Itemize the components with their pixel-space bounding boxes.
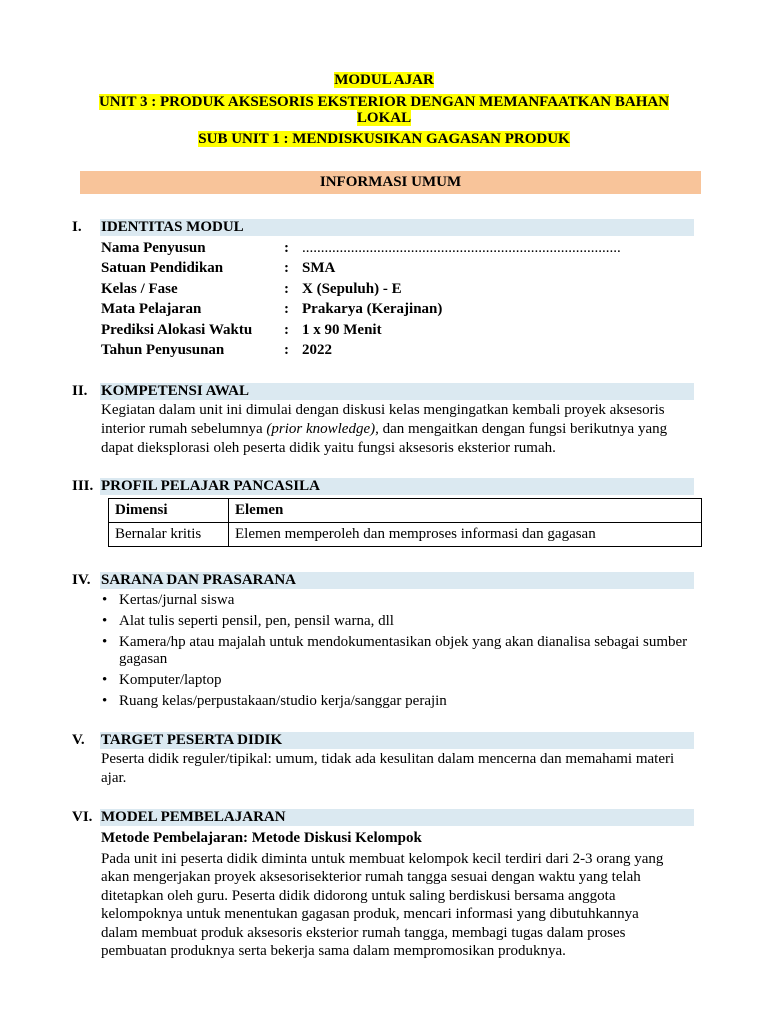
unit-title-line2: LOKAL bbox=[356, 110, 412, 126]
table-header-cell: Elemen bbox=[229, 499, 702, 523]
section-kompetensi-awal: II. KOMPETENSI AWAL bbox=[72, 383, 694, 400]
table-header-row bbox=[109, 499, 702, 523]
list-item: • Kamera/hp atau majalah untuk mendokumentasikan objek yang akan dianalisa sebagai sumber gagasan bbox=[102, 634, 688, 667]
subunit-title: SUB UNIT 1 : MENDISKUSIKAN GAGASAN PRODUK bbox=[198, 131, 570, 147]
metode-heading: Metode Pembelajaran: Metode Diskusi Kelompok bbox=[101, 830, 422, 846]
general-info-banner: INFORMASI UMUM bbox=[80, 171, 701, 194]
table-header-cell: Dimensi bbox=[109, 499, 229, 523]
module-title: MODUL AJAR bbox=[334, 72, 434, 88]
table-cell: Elemen memperoleh dan memproses informasi dan gagasan bbox=[229, 523, 702, 547]
list-item: • Ruang kelas/perpustakaan/studio kerja/sanggar perajin bbox=[102, 693, 447, 709]
target-paragraph: Peserta didik reguler/tipikal: umum, tidak ada kesulitan dalam mencerna dan memahami materi ajar. bbox=[101, 751, 675, 786]
unit-title-line1: UNIT 3 : PRODUK AKSESORIS EKSTERIOR DENGAN MEMANFAATKAN BAHAN bbox=[98, 94, 670, 110]
model-paragraph: Pada unit ini peserta didik diminta untuk membuat kelompok kecil terdiri dari 2-3 orang yang akan mengerjakan proyek aksesorisekterior rumah tangga sesuai dengan waktu yang telah ditetapkan oleh guru. Peserta didik didorong untuk saling berdiskusi bersama anggota kelompoknya untuk menentukan gagasan produk, mencari informasi yang dibutuhkannya dalam membuat produk aksesoris eksterior rumah tangga, membagi tugas dalam proses pembuatan produknya serta bekerja sama dalam mempromosikan produknya. bbox=[101, 851, 664, 960]
profil-table bbox=[108, 498, 702, 547]
list-item: • Komputer/laptop bbox=[102, 672, 222, 688]
kompetensi-paragraph: Kegiatan dalam unit ini dimulai dengan diskusi kelas mengingatkan kembali proyek aksesoris interior rumah sebelumnya (prior knowledge), dan mengaitkan dengan fungsi berikutnya yang dapat dieksplorasi oleh peserta didik yaitu fungsi aksesoris eksterior rumah. bbox=[101, 402, 668, 456]
list-item: • Kertas/jurnal siswa bbox=[102, 592, 235, 608]
section-sarana: IV. SARANA DAN PRASARANA bbox=[72, 572, 694, 589]
list-item: • Alat tulis seperti pensil, pen, pensil warna, dll bbox=[102, 613, 394, 629]
section-identitas-modul: I. IDENTITAS MODUL bbox=[72, 219, 694, 236]
sarana-list bbox=[101, 592, 693, 714]
section-model-pembelajaran: VI. MODEL PEMBELAJARAN bbox=[72, 809, 694, 826]
section-target-peserta: V. TARGET PESERTA DIDIK bbox=[72, 732, 694, 749]
table-cell: Bernalar kritis bbox=[109, 523, 229, 547]
table-row bbox=[109, 523, 702, 547]
section-profil-pelajar: III. PROFIL PELAJAR PANCASILA bbox=[72, 478, 694, 495]
